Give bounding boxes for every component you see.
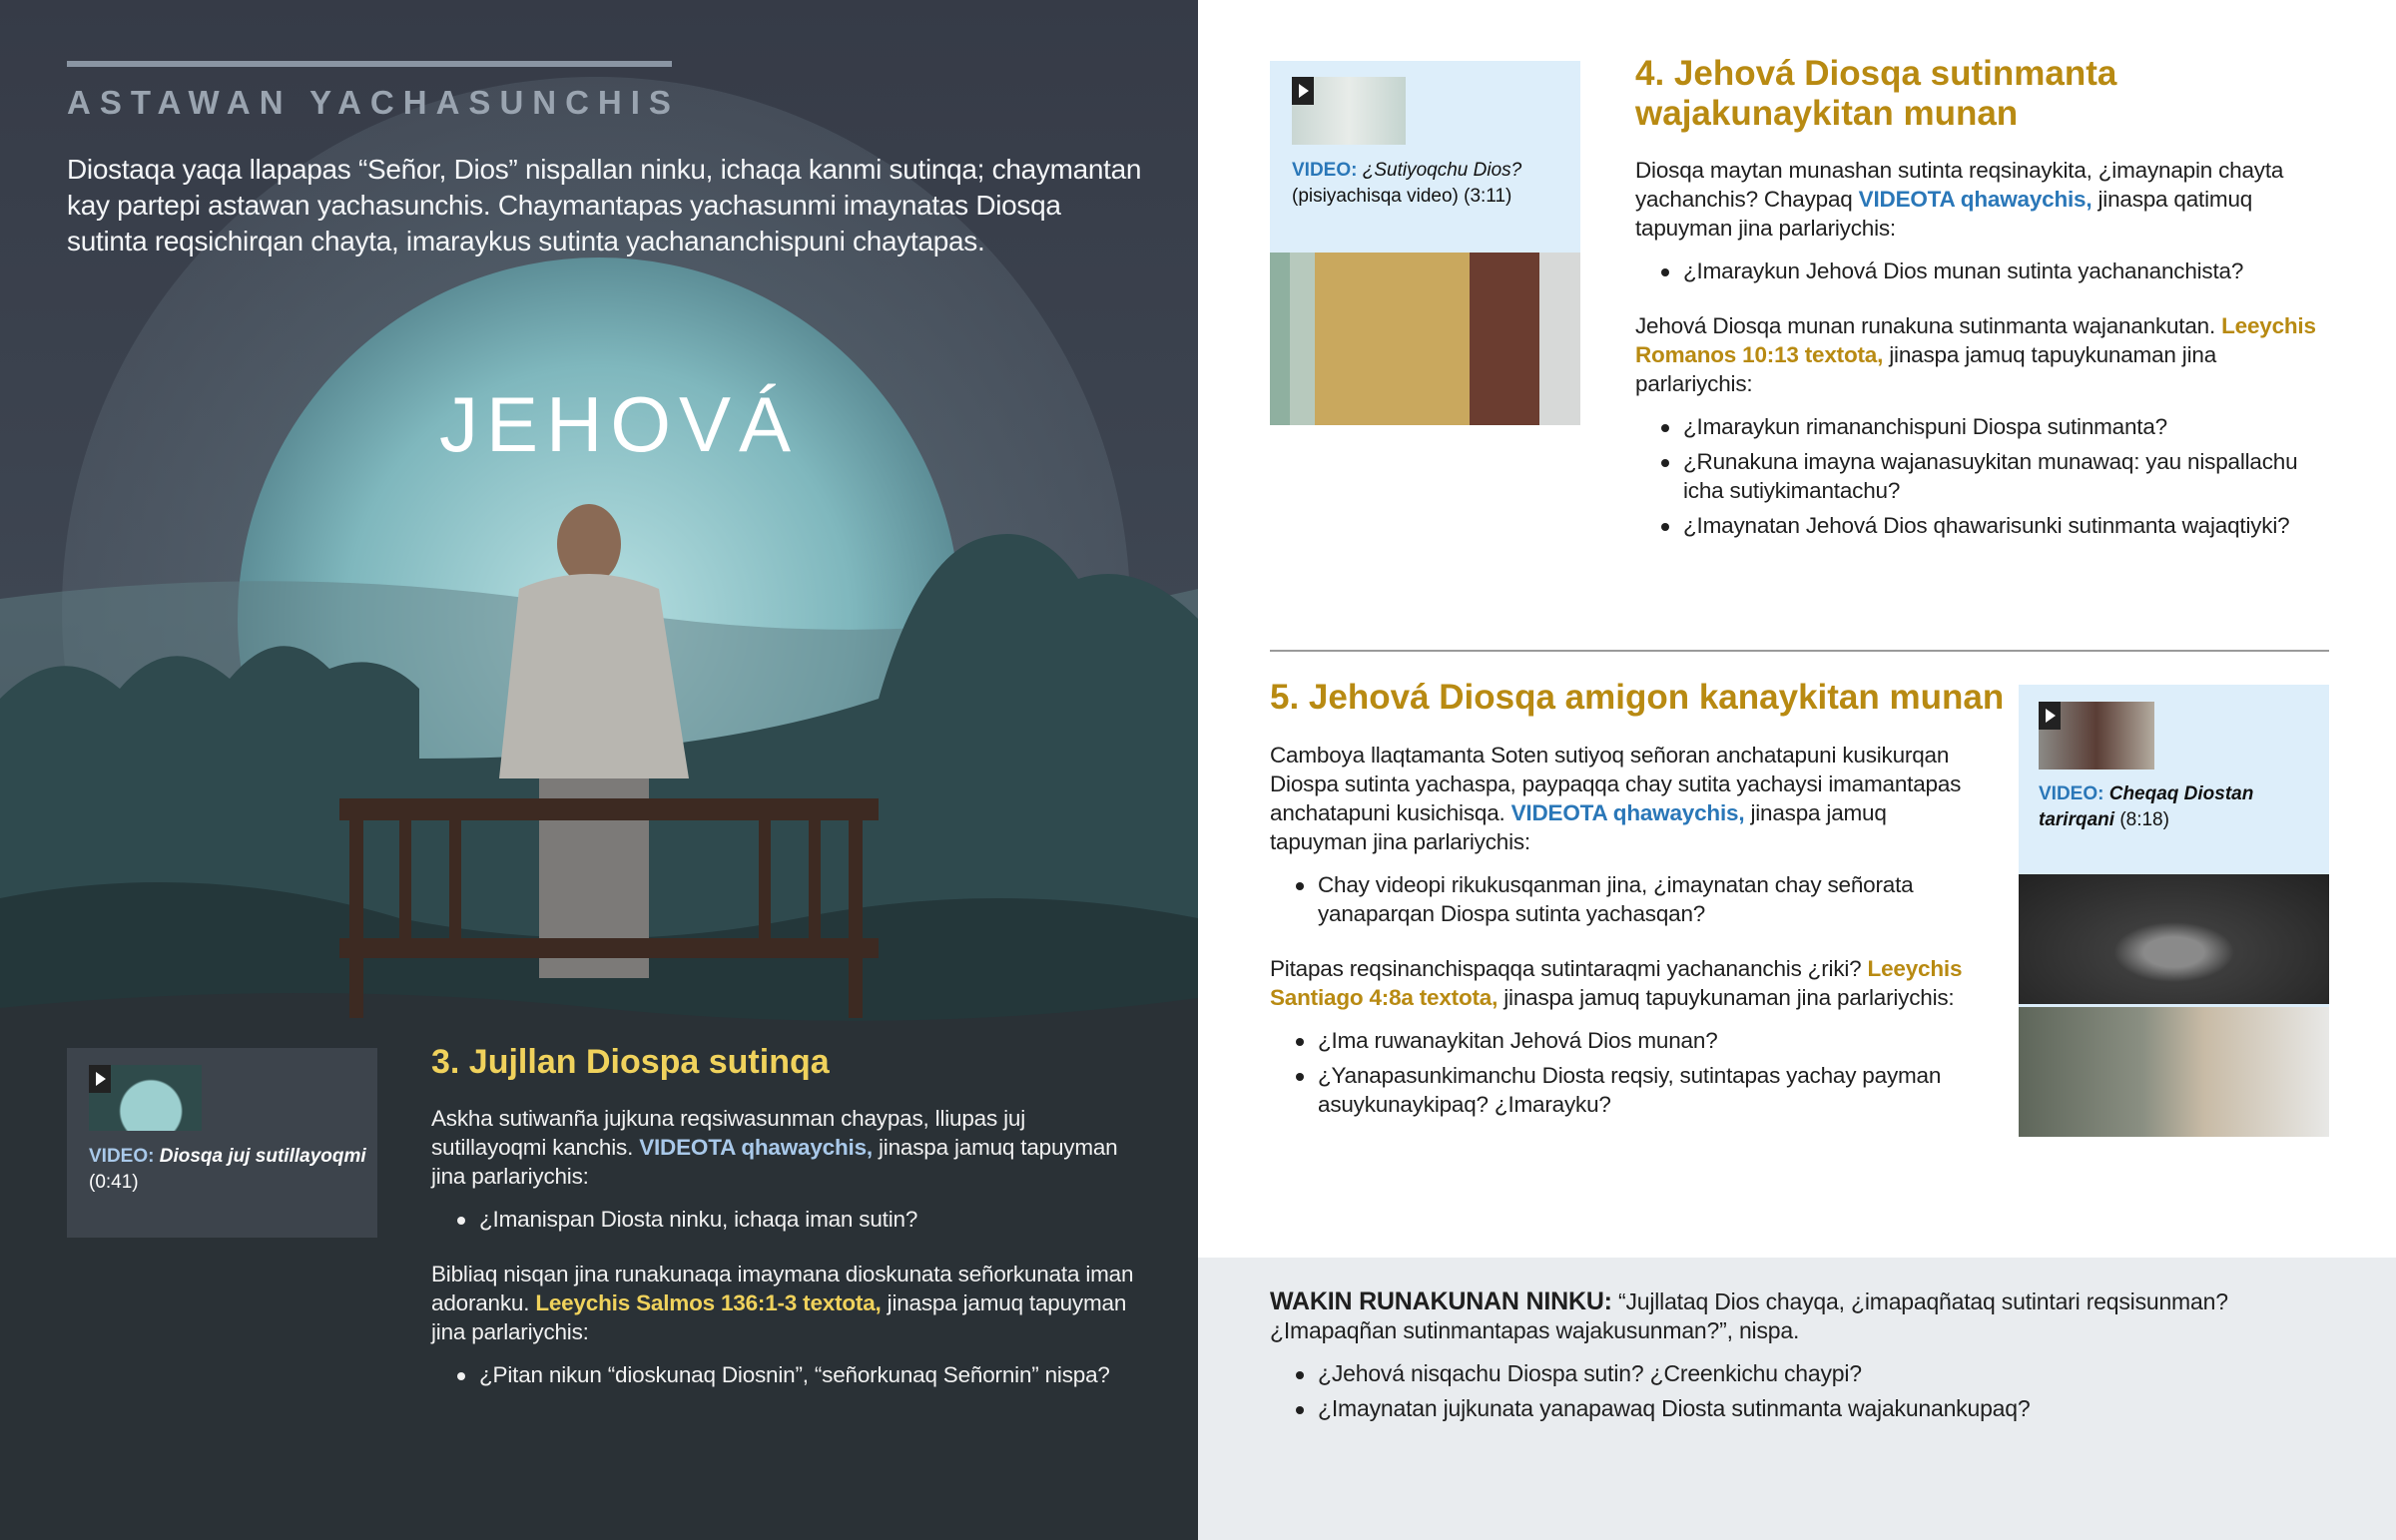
video-title: Diosqa juj sutillayoqmi	[159, 1146, 366, 1167]
text: Diosqa maytan munashan sutinta reqsinaykita, ¿imaynapin chayta yachanchis? Chaypaq	[1635, 158, 2284, 212]
section-kicker: ASTAWAN YACHASUNCHIS	[67, 84, 680, 121]
section-3-body	[431, 1104, 1140, 1415]
video-title: ¿Sutiyoqchu Dios?	[1362, 160, 1522, 181]
section-5-body	[1270, 741, 1989, 1145]
text: Pitapas reqsinanchispaqqa sutintaraqmi yachananchis ¿riki?	[1270, 956, 1868, 981]
scripture-link[interactable]: Leeychis Santiago 4:8a textota,	[1270, 956, 1963, 1010]
video-label: VIDEO:	[1292, 160, 1358, 181]
text: jinaspa jamuq tapuyman jina parlariychis:	[431, 1135, 1118, 1189]
text: Jehová Diosqa munan runakuna sutinmanta wajanankutan.	[1635, 313, 2222, 338]
section-4-heading: 4. Jehová Diosqa sutinmanta wajakunaykitan munan	[1635, 54, 2117, 133]
section-rule	[67, 61, 672, 67]
section-4-body	[1635, 156, 2334, 566]
video-card-diosqa-juj[interactable]	[67, 1048, 377, 1238]
text: jinaspa jamuq tapuyman jina parlariychis:	[1270, 800, 1887, 854]
scripture-link[interactable]: Leeychis Romanos 10:13 textota,	[1635, 313, 2316, 367]
video-card-cheqaq-diostan[interactable]	[2019, 685, 2329, 1137]
text: jinaspa qatimuq tapuyman jina parlariychis:	[1635, 187, 2253, 241]
illustration-title: JEHOVÁ	[439, 380, 800, 468]
question-item: ¿Yanapasunkimanchu Diosta reqsiy, sutintapas yachay payman asuykunaykipaq? ¿Imarayku?	[1296, 1061, 1989, 1119]
intro-paragraph: Diostaqa yaqa llapapas “Señor, Dios” nispallan ninku, ichaqa kanmi sutinqa; chaymantan kay partepi astawan yachasunchis. Chaymantapas yachasunmi imaynatas Diosqa sutinta reqsichirqan chayta, imaraykus sutinta yachananchispuni chaytapas.	[67, 154, 1142, 257]
text: Camboya llaqtamanta Soten sutiyoq señoran anchatapuni kusikurqan Diospa sutinta yachaspa, paypaqqa chay sutita yachaysi imamantapas anchatapuni kusichisqa.	[1270, 743, 1962, 825]
scripture-link[interactable]: Leeychis Salmos 136:1-3 textota,	[535, 1290, 882, 1315]
play-icon[interactable]	[1292, 77, 1314, 105]
video-link[interactable]: VIDEOTA qhawaychis,	[1510, 800, 1745, 825]
video-still-image-conversation	[2019, 1007, 2329, 1137]
section-5-heading: 5. Jehová Diosqa amigon kanaykitan munan	[1270, 678, 2005, 717]
play-icon[interactable]	[89, 1065, 111, 1093]
video-thumbnail[interactable]	[1292, 77, 1406, 145]
question-item: ¿Imaynatan jujkunata yanapawaq Diosta sutinmanta wajakunankupaq?	[1296, 1394, 2328, 1423]
text: jinaspa jamuq tapuykunaman jina parlariychis:	[1498, 985, 1955, 1010]
question-item: ¿Jehová nisqachu Diospa sutin? ¿Creenkichu chaypi?	[1296, 1359, 2328, 1388]
video-label: VIDEO:	[2039, 783, 2104, 804]
video-duration: (0:41)	[89, 1172, 139, 1193]
objection-box	[1198, 1258, 2396, 1540]
question-item: ¿Imaraykun rimananchispuni Diospa sutinmanta?	[1661, 412, 2334, 441]
objection-label: WAKIN RUNAKUNAN NINKU:	[1270, 1287, 1612, 1315]
question-item: ¿Ima ruwanaykitan Jehová Dios munan?	[1296, 1026, 1989, 1055]
objection-quote: “Jujllataq Dios chayqa, ¿imapaqñataq sutintari reqsisunman? ¿Imapaqñan sutinmantapas wajakusunman?”, nispa.	[1270, 1288, 2228, 1343]
video-title: Cheqaq Diostan tarirqani	[2039, 783, 2254, 830]
video-still-image	[1270, 253, 1580, 425]
video-card-sutiyoqchu-dios[interactable]	[1270, 61, 1580, 425]
video-still-image-forest	[2019, 874, 2329, 1004]
play-icon[interactable]	[2039, 702, 2061, 730]
video-link[interactable]: VIDEOTA qhawaychis,	[1858, 187, 2093, 212]
question-item: ¿Imaraykun Jehová Dios munan sutinta yachananchista?	[1661, 257, 2334, 285]
question-item: ¿Imaynatan Jehová Dios qhawarisunki sutinmanta wajaqtiyki?	[1661, 511, 2334, 540]
section-divider	[1270, 650, 2329, 652]
video-thumbnail[interactable]	[89, 1065, 202, 1131]
text: jinaspa jamuq tapuykunaman jina parlariychis:	[1635, 342, 2217, 396]
question-item: Chay videopi rikukusqanman jina, ¿imaynatan chay señorata yanaparqan Diospa sutinta yachasqan?	[1296, 870, 1989, 928]
video-thumbnail[interactable]	[2039, 702, 2154, 770]
question-item: ¿Pitan nikun “dioskunaq Diosnin”, “señorkunaq Señornin” nispa?	[457, 1360, 1140, 1389]
video-link[interactable]: VIDEOTA qhawaychis,	[639, 1135, 873, 1160]
question-item: ¿Runakuna imayna wajanasuykitan munawaq: yau nispallachu icha sutiykimantachu?	[1661, 447, 2334, 505]
text: jinaspa jamuq tapuyman jina parlariychis:	[431, 1290, 1127, 1344]
text: Bibliaq nisqan jina runakunaqa imaymana dioskunata señorkunata iman adoranku.	[431, 1262, 1134, 1315]
video-subtitle: (pisiyachisqa video) (3:11)	[1292, 186, 1512, 207]
video-duration: (8:18)	[2119, 809, 2169, 830]
question-item: ¿Imanispan Diosta ninku, ichaqa iman sutin?	[457, 1205, 1140, 1234]
video-label: VIDEO:	[89, 1146, 155, 1167]
section-3-heading: 3. Jujllan Diospa sutinqa	[431, 1043, 830, 1081]
text: Askha sutiwanña jujkuna reqsiwasunman chaypas, lliupas juj sutillayoqmi kanchis.	[431, 1106, 1025, 1160]
